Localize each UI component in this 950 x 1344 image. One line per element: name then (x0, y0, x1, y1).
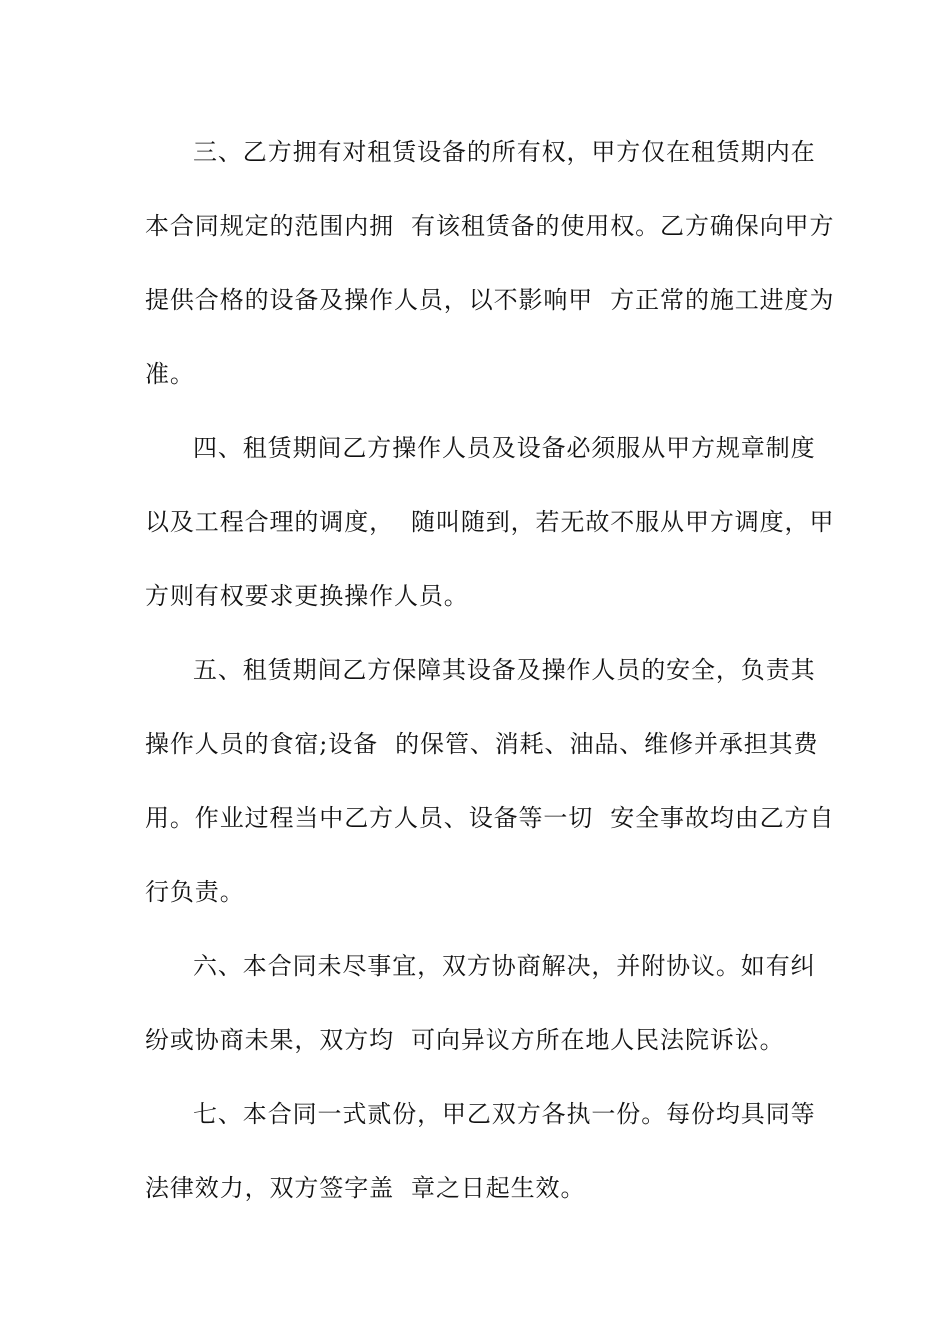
text-line: 以及工程合理的调度， 随叫随到，若无故不服从甲方调度，甲 (145, 508, 835, 536)
text-line: 六、本合同未尽事宜，双方协商解决，并附协议。如有纠 (193, 952, 816, 980)
text-line: 方则有权要求更换操作人员。 (145, 582, 469, 610)
text-line: 操作人员的食宿;设备 的保管、消耗、油品、维修并承担其费 (145, 730, 819, 758)
text-line: 准。 (145, 360, 195, 388)
text-line: 三、乙方拥有对租赁设备的所有权，甲方仅在租赁期内在 (193, 138, 816, 166)
text-line: 本合同规定的范围内拥 有该租赁备的使用权。乙方确保向甲方 (145, 212, 835, 240)
text-line: 七、本合同一式贰份，甲乙双方各执一份。每份均具同等 (193, 1100, 816, 1128)
text-line: 法律效力，双方签字盖 章之日起生效。 (145, 1174, 586, 1202)
text-line: 纷或协商未果，双方均 可向异议方所在地人民法院诉讼。 (145, 1026, 785, 1054)
text-line: 提供合格的设备及操作人员，以不影响甲 方正常的施工进度为 (145, 286, 835, 314)
text-line: 五、租赁期间乙方保障其设备及操作人员的安全，负责其 (193, 656, 816, 684)
text-line: 用。作业过程当中乙方人员、设备等一切 安全事故均由乙方自 (145, 804, 835, 832)
text-line: 行负责。 (145, 878, 245, 906)
text-line: 四、租赁期间乙方操作人员及设备必须服从甲方规章制度 (193, 434, 816, 462)
